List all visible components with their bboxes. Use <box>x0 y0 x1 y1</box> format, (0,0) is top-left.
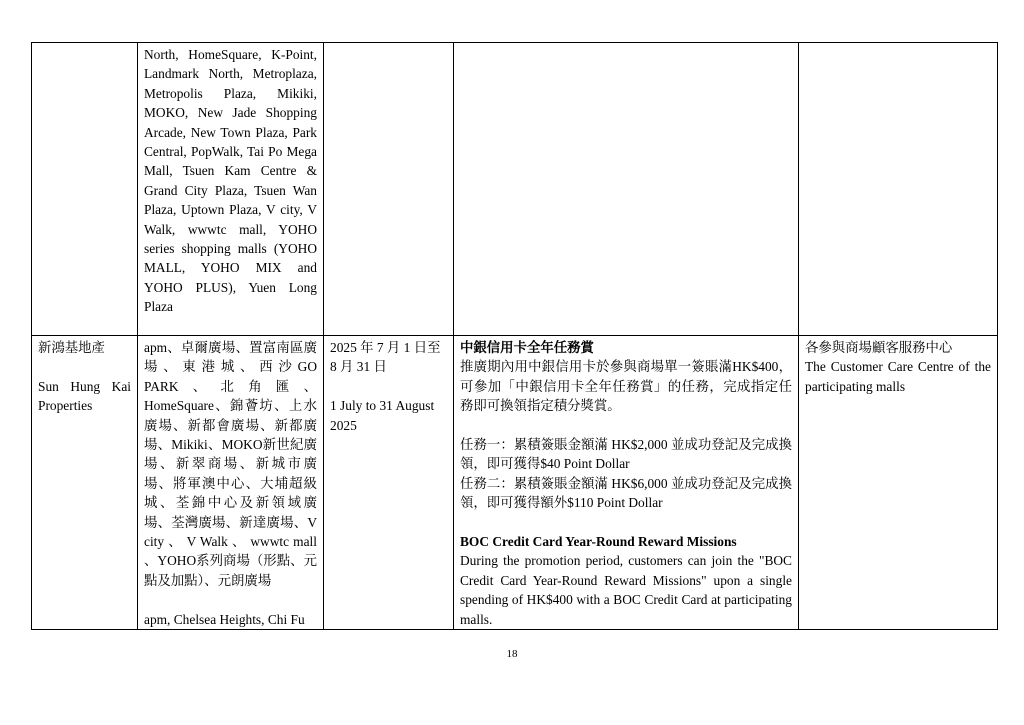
table-row <box>32 43 998 336</box>
offer-title-en: BOC Credit Card Year-Round Reward Missions <box>460 534 737 550</box>
malls-en-text: North, HomeSquare, K-Point, Landmark North, Metroplaza, Metropolis Plaza, Mikiki, MOKO, New Jade Shopping Arcade, New Town Plaza, Park Central, PopWalk, Tai Po Mega Mall, Tsuen Kam Centre & Grand City Plaza, Tsuen Wan Plaza, Uptown Plaza, V city, V Walk, wwwtc mall, YOHO series shopping malls (YOHO MALL, YOHO MIX and YOHO PLUS), Yuen Long Plaza <box>144 47 317 315</box>
page-number: 18 <box>506 648 518 660</box>
malls-zh-text: apm、卓爾廣場、置富南區廣場、東港城、西沙GO PARK、北角匯、HomeSquare、錦薈坊、上水廣場、新都會廣場、新都廣場、Mikiki、MOKO新世紀廣場、新翠商場、新城市廣場、將軍澳中心、大埔超級城、荃錦中心及新領域廣場、荃灣廣場、新達廣場、V city 、 V Walk 、 wwwtc mall 、YOHO系列商場（形點、元點及加點）、元朗廣場 <box>144 340 317 588</box>
malls-cell <box>138 336 324 630</box>
mission-1-zh: 任務一：累積簽賬金額滿 HK$2,000 並成功登記及完成換領，即可獲得$40 Point Dollar <box>460 437 792 472</box>
promotion-table <box>31 42 998 630</box>
mission-2-zh: 任務二：累積簽賬金額滿 HK$6,000 並成功登記及完成換領，即可獲得額外$110 Point Dollar <box>460 475 792 511</box>
malls-en-text: apm, Chelsea Heights, Chi Fu <box>144 611 305 627</box>
period-cell <box>324 43 454 336</box>
period-cell <box>324 336 454 630</box>
offer-cell <box>454 336 799 630</box>
company-name-en: Sun Hung Kai Properties <box>38 378 131 414</box>
redeem-location-en: The Customer Care Centre of the participating malls <box>805 359 991 394</box>
company-name-zh: 新鴻基地產 <box>38 340 105 355</box>
redemption-cell <box>799 336 998 630</box>
company-cell <box>32 336 138 630</box>
offer-title-zh: 中銀信用卡全年任務賞 <box>460 340 594 355</box>
offer-cell <box>454 43 799 336</box>
company-cell <box>32 43 138 336</box>
offer-desc-zh: 推廣期內用中銀信用卡於參與商場單一簽賬滿HK$400，可參加「中銀信用卡全年任務賞」的任務，完成指定任務即可換領指定積分獎賞。 <box>460 359 792 414</box>
malls-cell <box>138 43 324 336</box>
redemption-cell <box>799 43 998 336</box>
table-row <box>32 336 998 630</box>
offer-desc-en: During the promotion period, customers can join the "BOC Credit Card Year-Round Reward Missions" upon a single spending of HK$400 with a BOC Credit Card at participating malls. <box>460 553 792 627</box>
redeem-location-zh: 各參與商場顧客服務中心 <box>805 340 953 355</box>
period-zh: 2025 年 7 月 1 日至 8 月 31 日 <box>330 340 441 375</box>
period-en: 1 July to 31 August 2025 <box>330 398 435 433</box>
